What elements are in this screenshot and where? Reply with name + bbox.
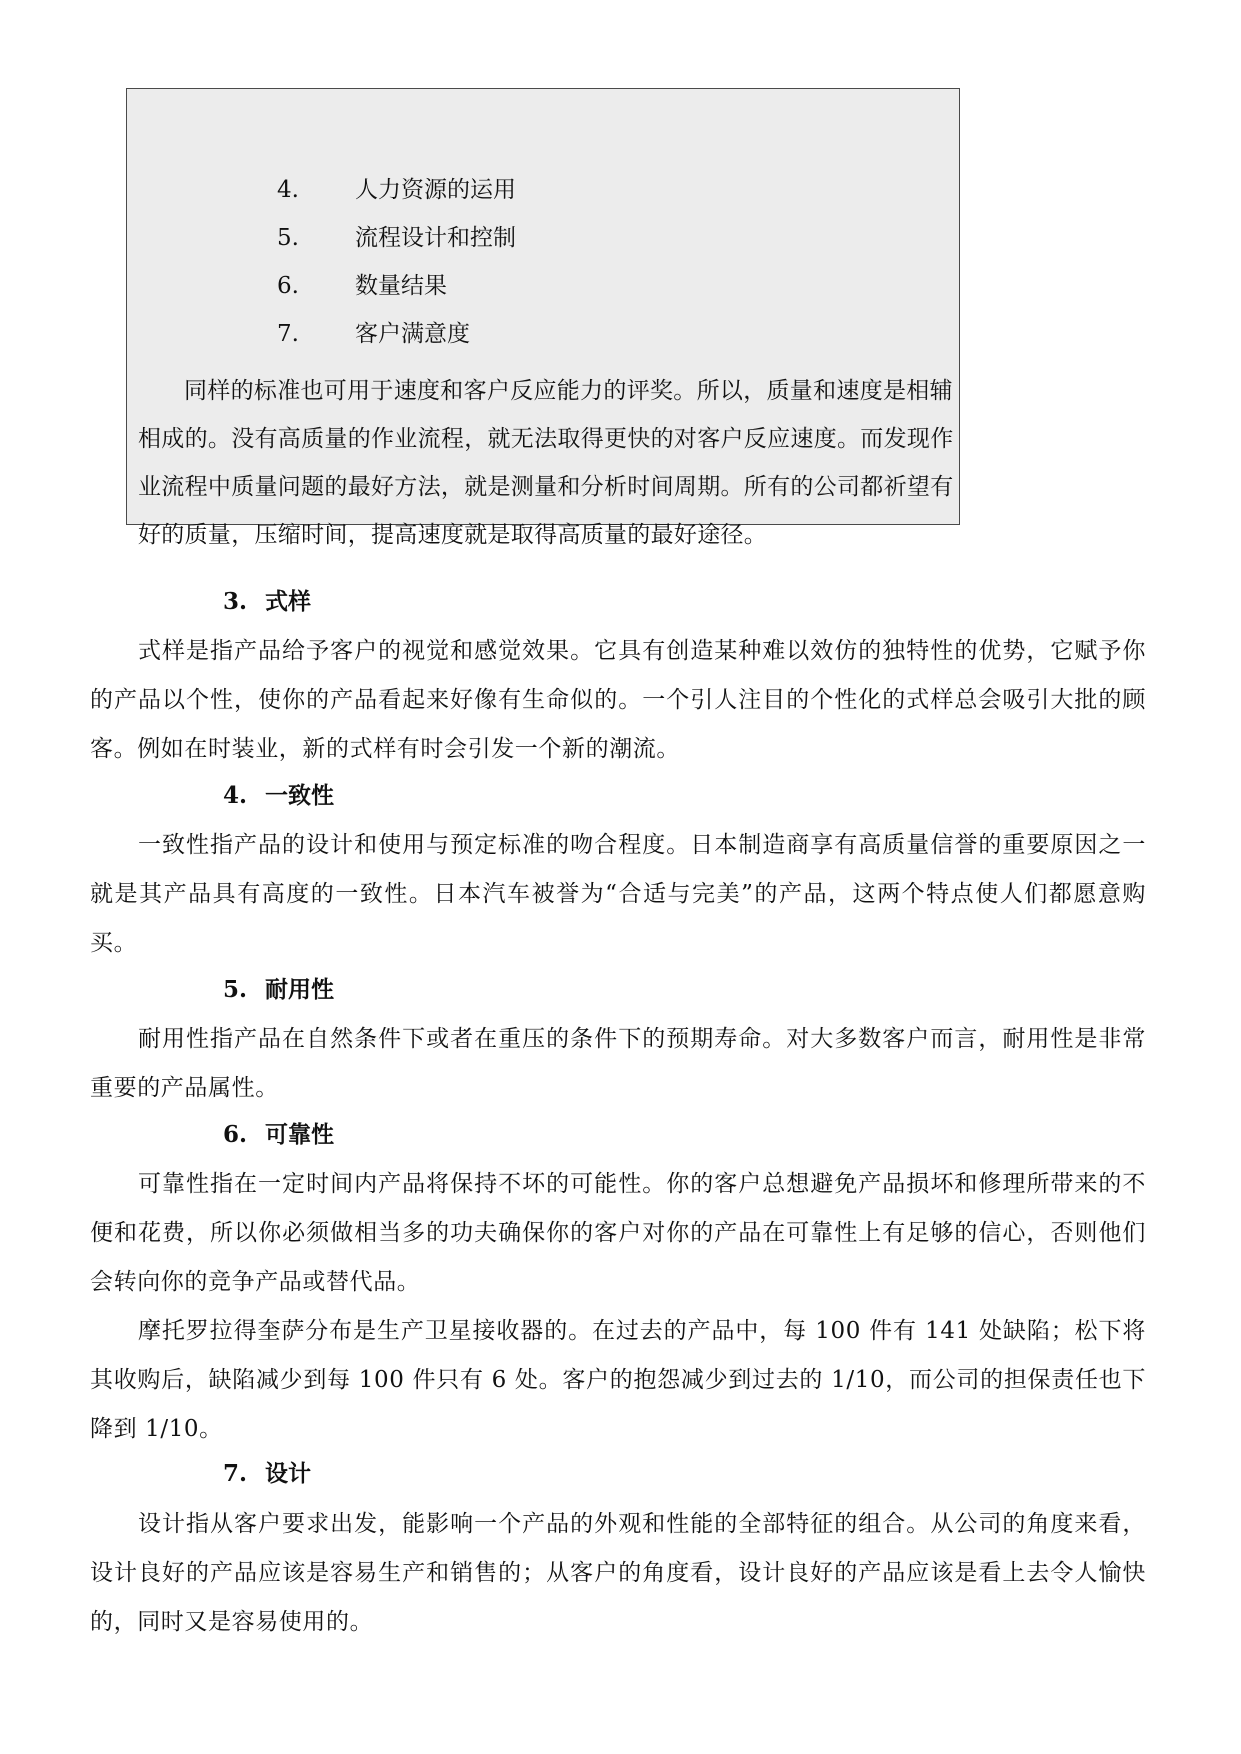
section-number: 3. [223,588,248,615]
box-list-item-text: 客户满意度 [355,321,470,347]
box-list-item-text: 人力资源的运用 [355,177,516,203]
box-paragraph: 同样的标准也可用于速度和客户反应能力的评奖。所以，质量和速度是相辅相成的。没有高质量的作业流程，就无法取得更快的对客户反应速度。而发现作业流程中质量问题的最好方法，就是测量和分析时间周期。所有的公司都祈望有好的质量，压缩时间，提高速度就是取得高质量的最好途径。 [138,378,954,548]
box-list-item-number: 6. [277,273,299,299]
quality-criteria-box [126,88,960,548]
box-list-item-number: 7. [277,321,299,347]
section-heading [223,975,334,1005]
box-list-item-text: 数量结果 [355,273,447,299]
section-heading [223,587,311,617]
section-paragraph: 可靠性指在一定时间内产品将保持不坏的可能性。你的客户总想避免产品损坏和修理所带来的不便和花费，所以你必须做相当多的功夫确保你的客户对你的产品在可靠性上有足够的信心，否则他们会转向你的竞争产品或替代品。 [90,1171,1146,1295]
section-number: 7. [223,1460,248,1487]
section-number: 4. [223,782,248,809]
box-list-item [277,175,516,205]
box-list-item-number: 4. [277,177,299,203]
section-title: 可靠性 [265,1122,334,1148]
section-number: 5. [223,976,248,1003]
section-heading [223,781,334,811]
box-list-item-number: 5. [277,225,299,251]
box-list-item [277,223,516,253]
section-heading [223,1459,311,1489]
box-list-item [277,271,447,301]
section-paragraph: 一致性指产品的设计和使用与预定标准的吻合程度。日本制造商享有高质量信誉的重要原因之一就是其产品具有高度的一致性。日本汽车被誉为“合适与完美”的产品，这两个特点使人们都愿意购买。 [90,832,1146,956]
box-list-item [277,319,470,349]
section-title: 设计 [265,1461,311,1487]
section-number: 6. [223,1121,248,1148]
section-title: 式样 [265,589,311,615]
section-title: 一致性 [265,783,334,809]
box-list-item-text: 流程设计和控制 [355,225,516,251]
section-paragraph: 摩托罗拉得奎萨分布是生产卫星接收器的。在过去的产品中，每 100 件有 141 处缺陷；松下将其收购后，缺陷减少到每 100 件只有 6 处。客户的抱怨减少到过去的 1/10，而公司的担保责任也下降到 1/10。 [90,1318,1146,1442]
section-heading [223,1120,334,1150]
section-title: 耐用性 [265,977,334,1003]
section-paragraph: 耐用性指产品在自然条件下或者在重压的条件下的预期寿命。对大多数客户而言，耐用性是非常重要的产品属性。 [90,1026,1146,1101]
section-paragraph: 设计指从客户要求出发，能影响一个产品的外观和性能的全部特征的组合。从公司的角度来看，设计良好的产品应该是容易生产和销售的；从客户的角度看，设计良好的产品应该是看上去令人愉快的，同时又是容易使用的。 [90,1511,1146,1635]
section-paragraph: 式样是指产品给予客户的视觉和感觉效果。它具有创造某种难以效仿的独特性的优势，它赋予你的产品以个性，使你的产品看起来好像有生命似的。一个引人注目的个性化的式样总会吸引大批的顾客。例如在时装业，新的式样有时会引发一个新的潮流。 [90,638,1146,762]
